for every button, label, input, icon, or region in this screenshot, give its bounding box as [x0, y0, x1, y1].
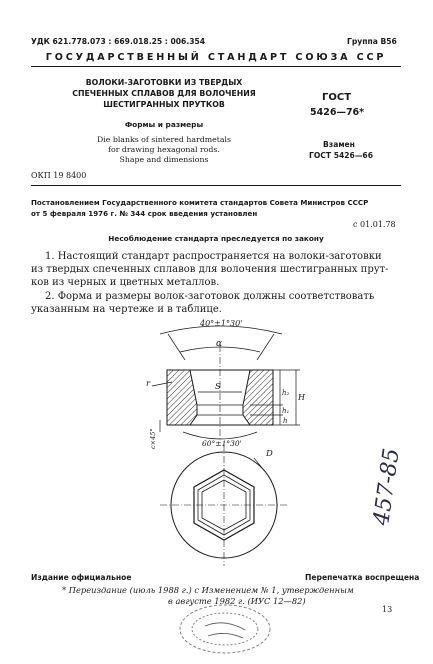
stamp [180, 605, 270, 653]
d-label: D [266, 449, 273, 459]
group-code: Группа В56 [347, 37, 397, 46]
h1-label: h₁ [282, 407, 290, 415]
decree-line-1: Постановлением Государственного комитета стандартов Совета Министров СССР [31, 198, 369, 207]
title-subtitle: Формы и размеры [124, 120, 204, 129]
decree-line-2: от 5 февраля 1976 г. № 344 срок введения установлен [31, 209, 258, 218]
para2-line-1: 2. Форма и размеры волок-заготовок должны соответствовать [45, 291, 375, 302]
handwritten-number: 457-85 [369, 446, 405, 527]
official-edition: Издание официальное [31, 573, 132, 582]
r-label: r [146, 379, 151, 389]
replaces-label: Взамен [323, 140, 355, 149]
udk-code: УДК 621.778.073 : 669.018.25 : 006.354 [31, 37, 206, 46]
para2-line-2: указанным на чертеже и в таблице. [31, 304, 222, 315]
h-small-label: h [283, 417, 288, 425]
reprint-prohibited: Перепечатка воспрещена [305, 573, 420, 582]
reissue-note-line-2: в августе 1982 г. (ИУС 12—82) [168, 596, 306, 606]
title-ru-line-3: ШЕСТИГРАННЫХ ПРУТКОВ [103, 100, 225, 109]
title-en-line-2: for drawing hexagonal rods. [108, 145, 220, 154]
page-number: 13 [382, 605, 393, 614]
title-en-line-3: Shape and dimensions [119, 155, 209, 164]
okp-code: ОКП 19 8400 [31, 171, 87, 180]
replaces-standard: ГОСТ 5426—66 [309, 151, 373, 160]
h-label: H [298, 393, 305, 402]
top-angle-label: 40°±1°30' [200, 319, 243, 328]
s-label: S [215, 382, 221, 392]
title-en-line-1: Die blanks of sintered hardmetals [96, 135, 231, 144]
bottom-angle-label: 60°±1°30' [202, 439, 242, 448]
plan-view [160, 444, 288, 566]
effective-date: с 01.01.78 [353, 220, 396, 229]
title-ru-line-1: ВОЛОКИ-ЗАГОТОВКИ ИЗ ТВЕРДЫХ [85, 78, 243, 87]
penalty-notice: Несоблюдение стандарта преследуется по закону [108, 234, 324, 243]
para1-line-2: из твердых спеченных сплавов для волочения шестигранных прут- [31, 264, 389, 275]
h2-label: h₂ [282, 389, 290, 397]
para1-line-3: ков из черных и цветных металлов. [31, 277, 220, 288]
gost-number: 5426—76* [310, 107, 365, 118]
title-ru-line-2: СПЕЧЕННЫХ СПЛАВОВ ДЛЯ ВОЛОЧЕНИЯ [72, 89, 256, 98]
gost-label: ГОСТ [322, 92, 352, 103]
chamfer-label: c×45° [149, 428, 157, 449]
state-standard-banner: ГОСУДАРСТВЕННЫЙ СТАНДАРТ СОЮЗА ССР [45, 52, 387, 63]
para1-line-1: 1. Настоящий стандарт распространяется на волоки-заготовки [45, 251, 382, 262]
alpha-label: α [216, 339, 223, 349]
reissue-note-line-1: * Переиздание (июль 1988 г.) с Изменением № 1, утвержденным [62, 585, 354, 595]
